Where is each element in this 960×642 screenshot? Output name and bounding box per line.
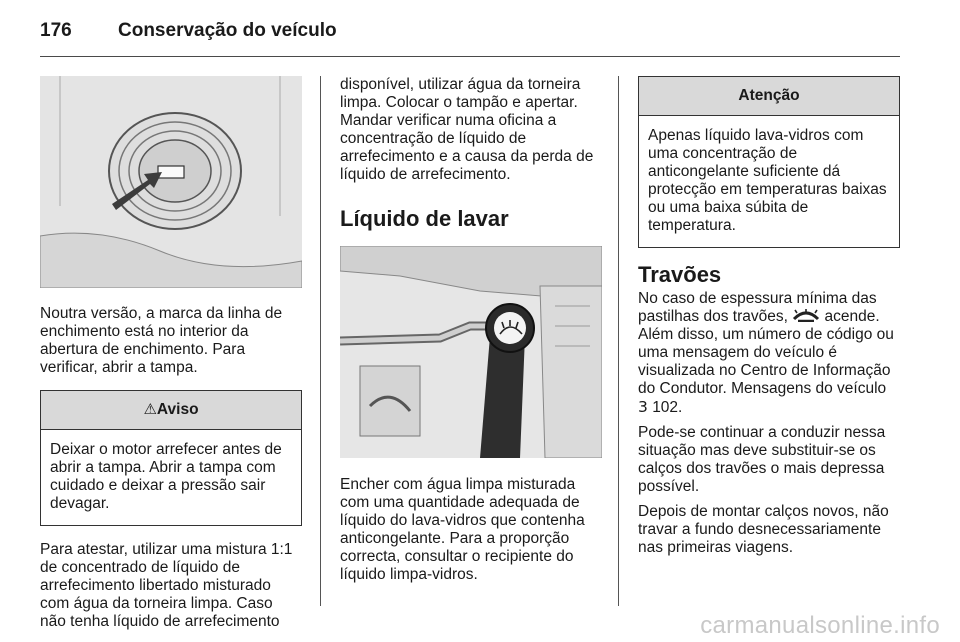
column-1 bbox=[40, 76, 302, 631]
brake-pad-wear-icon bbox=[792, 309, 820, 322]
continue-driving-text: Pode-se continuar a conduzir nessa situação mas deve substituir-se os calços dos travões o mais depressa possível. bbox=[638, 424, 886, 495]
page-number: 176 bbox=[40, 20, 72, 41]
washer-fluid-heading: Líquido de lavar bbox=[340, 206, 509, 231]
header-rule bbox=[40, 56, 900, 57]
refill-instructions-text: Para atestar, utilizar uma mistura 1:1 de concentrado de líquido de arrefecimento libertado misturado com água da torneira limpa. Caso não tenha líquido de arrefecimento bbox=[40, 541, 293, 630]
brake-pad-text-part2: acende. Além disso, um número de código ou uma mensagem do veículo é visualizada no Centro de Informação do Condutor. Mensagens do veículo bbox=[638, 308, 894, 397]
warning-box-header bbox=[41, 391, 301, 430]
new-pads-text: Depois de montar calços novos, não travar a fundo desnecessariamente nas primeiras viagens. bbox=[638, 503, 889, 556]
brakes-heading: Travões bbox=[638, 262, 722, 287]
page-title: Conservação do veículo bbox=[118, 20, 337, 41]
brake-pad-text-part1: No caso de espessura mínima das pastilhas dos travões, bbox=[638, 290, 877, 325]
warning-text: Deixar o motor arrefecer antes de abrir a tampa. Abrir a tampa com cuidado e deixar a pressão sair devagar. bbox=[50, 441, 282, 512]
column-divider-1 bbox=[320, 76, 321, 606]
column-3 bbox=[638, 76, 900, 557]
watermark: carmanualsonline.info bbox=[700, 612, 940, 639]
warning-box bbox=[40, 390, 302, 526]
column-2 bbox=[340, 76, 602, 584]
column-divider-2 bbox=[618, 76, 619, 606]
attention-box bbox=[638, 76, 900, 248]
brake-pad-text bbox=[638, 290, 900, 417]
attention-box-body bbox=[639, 116, 899, 247]
page-header bbox=[40, 20, 337, 42]
coolant-reservoir-drawing bbox=[40, 76, 302, 288]
warning-triangle-icon: ⚠ bbox=[143, 401, 157, 418]
coolant-level-text: Noutra versão, a marca da linha de enchimento está no interior da abertura de enchimento. Para verificar, abrir a tampa. bbox=[40, 305, 283, 376]
washer-reservoir-illustration bbox=[340, 246, 602, 458]
washer-fluid-text: Encher com água limpa misturada com uma quantidade adequada de líquido do lava-vidros que contenha anticongelante. Para a proporção correcta, consultar o recipiente do líquido limpa-vidros. bbox=[340, 476, 585, 583]
warning-box-body bbox=[41, 430, 301, 525]
coolant-reservoir-illustration bbox=[40, 76, 302, 288]
refill-continued-text: disponível, utilizar água da torneira limpa. Colocar o tampão e apertar. Mandar verificar numa oficina a concentração de líquido de arrefecimento e a causa da perda de líquido de arrefecimento. bbox=[340, 76, 594, 183]
attention-box-header: Atenção bbox=[639, 77, 899, 116]
attention-text: Apenas líquido lava-vidros com uma concentração de anticongelante suficiente dá protecção em temperaturas baixas ou uma baixa súbita de temperatura. bbox=[648, 127, 887, 234]
page-reference-icon: 3 bbox=[638, 398, 648, 416]
page-reference-number[interactable]: 102. bbox=[652, 399, 683, 416]
washer-reservoir-drawing bbox=[340, 246, 602, 458]
warning-title: Aviso bbox=[156, 401, 199, 418]
